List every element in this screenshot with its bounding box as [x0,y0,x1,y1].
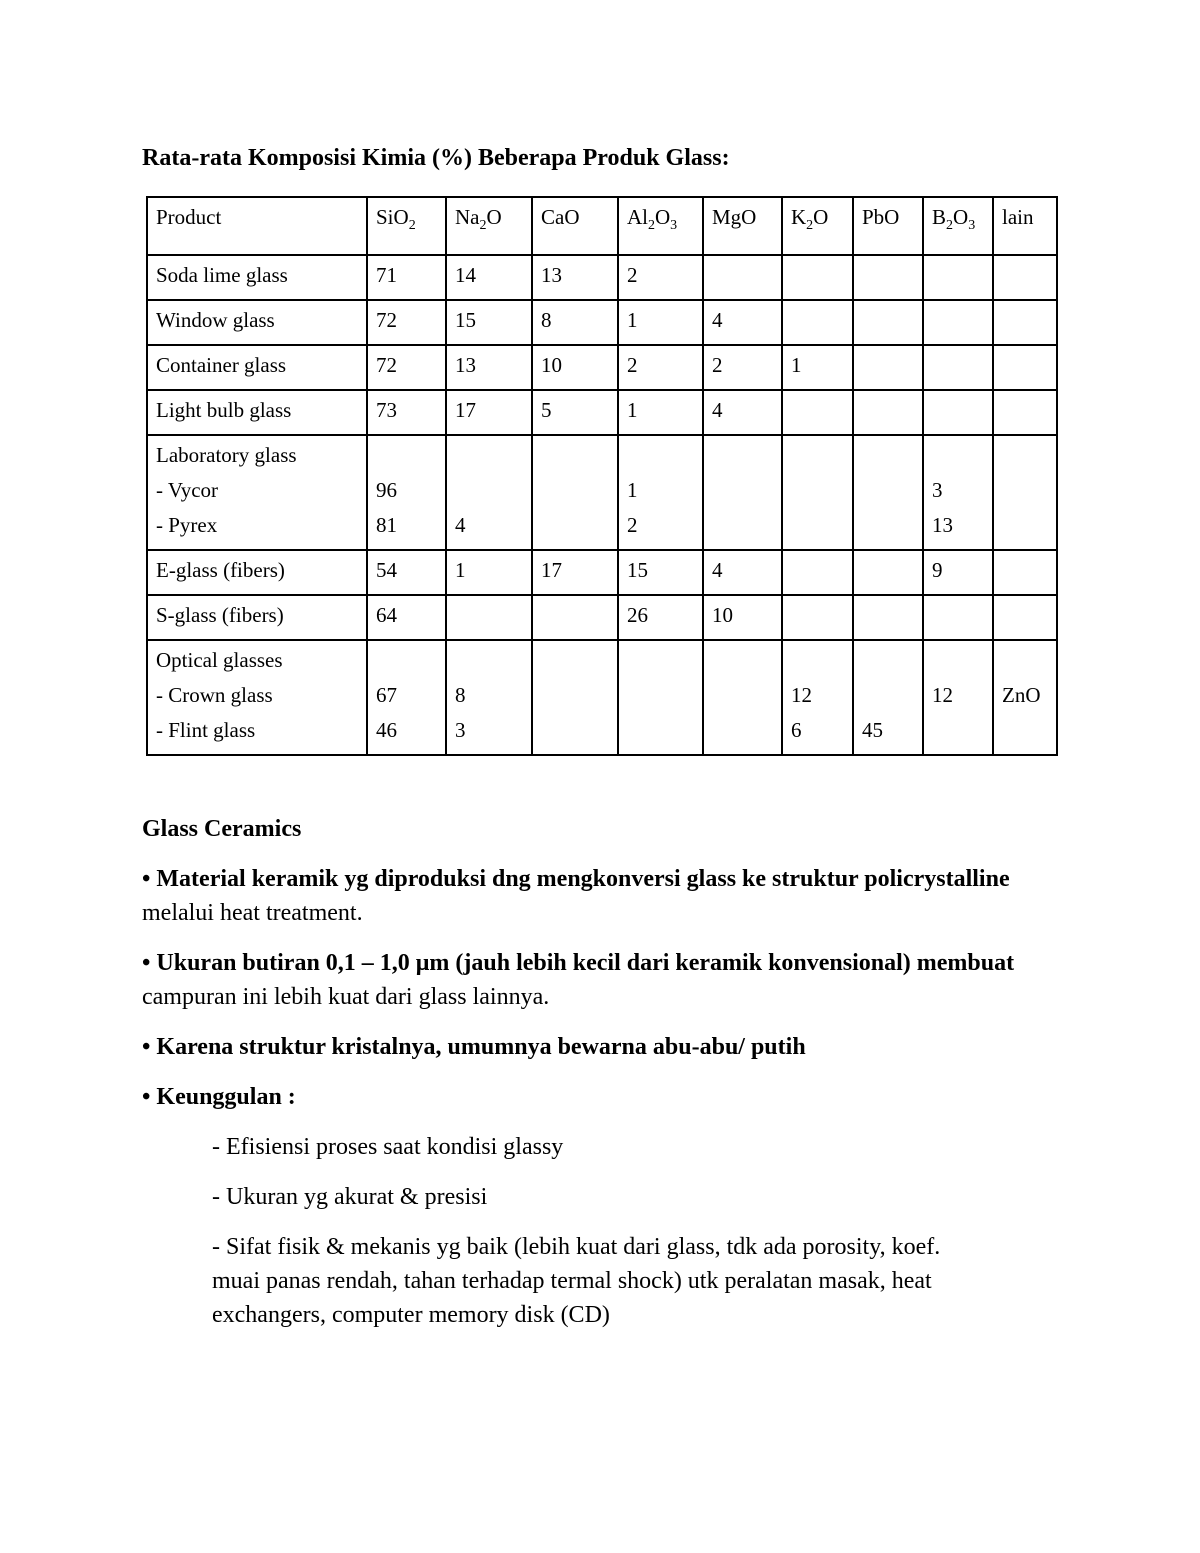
cell-sio2: 72 [367,345,446,390]
table-row-laboratory [147,435,1057,550]
header-al2o3: $Al_2O_3$ [618,197,703,255]
table-row-optical [147,640,1057,755]
cell-al2o3: 2 [618,255,703,300]
cell-product: Laboratory glass - Vycor - Pyrex [147,435,367,550]
bullet-3: • Karena struktur kristalnya, umumnya bewarna abu-abu/ putih [142,1034,806,1060]
cell-pbo [853,255,923,300]
table-header-row [147,197,1057,255]
cell-sio2: 67 46 [367,640,446,755]
cell-al2o3: 2 [618,345,703,390]
cell-product: S-glass (fibers) [147,595,367,640]
cell-product: Soda lime glass [147,255,367,300]
sub-item-2: - Ukuran yg akurat & presisi [212,1184,488,1210]
table-row [147,595,1057,640]
header-cao: CaO [532,197,618,255]
section-heading: Glass Ceramics [142,816,302,842]
cell-product: Optical glasses - Crown glass - Flint glass [147,640,367,755]
cell-b2o3 [923,255,993,300]
cell-cao: 13 [532,255,618,300]
cell-pbo [853,550,923,595]
cell-k2o: 12 6 [782,640,853,755]
cell-lain [993,390,1057,435]
cell-na2o: 1 [446,550,532,595]
cell-sio2: 71 [367,255,446,300]
cell-sio2: 64 [367,595,446,640]
cell-al2o3 [618,640,703,755]
bullet-1: • Material keramik yg diproduksi dng mengkonversi glass ke struktur policrystalline melalui heat treatment. [142,866,1010,926]
cell-pbo [853,345,923,390]
cell-lain: ZnO [993,640,1057,755]
cell-sio2: 73 [367,390,446,435]
cell-k2o [782,300,853,345]
header-pbo: PbO [853,197,923,255]
table-row [147,255,1057,300]
cell-mgo [703,435,782,550]
cell-pbo: 45 [853,640,923,755]
cell-k2o [782,550,853,595]
cell-pbo [853,390,923,435]
cell-mgo: 10 [703,595,782,640]
cell-sio2: 96 81 [367,435,446,550]
cell-lain [993,550,1057,595]
header-lain: lain [993,197,1057,255]
cell-b2o3 [923,390,993,435]
composition-table [146,196,1058,756]
cell-cao: 8 [532,300,618,345]
header-b2o3: $B_2O_3$ [923,197,993,255]
header-mgo: MgO [703,197,782,255]
cell-cao [532,640,618,755]
table-row [147,390,1057,435]
cell-b2o3: 3 13 [923,435,993,550]
table-row [147,345,1057,390]
cell-na2o: 14 [446,255,532,300]
cell-al2o3: 1 [618,300,703,345]
cell-pbo [853,300,923,345]
cell-k2o [782,255,853,300]
cell-mgo: 2 [703,345,782,390]
cell-na2o: 4 [446,435,532,550]
cell-al2o3: 1 2 [618,435,703,550]
bullet-2: • Ukuran butiran 0,1 – 1,0 μm (jauh lebih kecil dari keramik konvensional) membuat campuran ini lebih kuat dari glass lainnya. [142,950,1015,1010]
cell-pbo [853,435,923,550]
cell-product: Light bulb glass [147,390,367,435]
sub-item-1: - Efisiensi proses saat kondisi glassy [212,1134,564,1160]
table-row [147,300,1057,345]
cell-lain [993,255,1057,300]
cell-k2o: 1 [782,345,853,390]
cell-na2o: 13 [446,345,532,390]
cell-na2o [446,595,532,640]
cell-cao [532,595,618,640]
cell-b2o3 [923,345,993,390]
cell-cao [532,435,618,550]
cell-al2o3: 26 [618,595,703,640]
cell-na2o: 15 [446,300,532,345]
header-sio2: SiO$_2$ [367,197,446,255]
cell-b2o3 [923,595,993,640]
cell-al2o3: 1 [618,390,703,435]
sub-item-3: - Sifat fisik & mekanis yg baik (lebih kuat dari glass, tdk ada porosity, koef. muai panas rendah, tahan terhadap termal shock) utk peralatan masak, heat exchangers, computer memory disk (CD) [212,1234,941,1328]
cell-lain [993,435,1057,550]
header-product: Product [147,197,367,255]
cell-mgo [703,255,782,300]
cell-product: Container glass [147,345,367,390]
page-title: Rata-rata Komposisi Kimia (%) Beberapa Produk Glass: [142,145,730,171]
cell-lain [993,595,1057,640]
cell-cao: 10 [532,345,618,390]
cell-product: E-glass (fibers) [147,550,367,595]
cell-k2o [782,390,853,435]
cell-k2o [782,595,853,640]
cell-sio2: 72 [367,300,446,345]
cell-sio2: 54 [367,550,446,595]
cell-lain [993,300,1057,345]
cell-cao: 17 [532,550,618,595]
cell-b2o3: 9 [923,550,993,595]
cell-b2o3 [923,300,993,345]
cell-b2o3: 12 [923,640,993,755]
table-row [147,550,1057,595]
header-na2o: $Na_2O$ [446,197,532,255]
cell-mgo: 4 [703,550,782,595]
cell-na2o: 8 3 [446,640,532,755]
cell-al2o3: 15 [618,550,703,595]
header-k2o: $K_2O$ [782,197,853,255]
bullet-4: • Keunggulan : [142,1084,296,1110]
cell-pbo [853,595,923,640]
cell-cao: 5 [532,390,618,435]
cell-na2o: 17 [446,390,532,435]
cell-mgo [703,640,782,755]
cell-mgo: 4 [703,390,782,435]
cell-mgo: 4 [703,300,782,345]
cell-k2o [782,435,853,550]
cell-product: Window glass [147,300,367,345]
cell-lain [993,345,1057,390]
